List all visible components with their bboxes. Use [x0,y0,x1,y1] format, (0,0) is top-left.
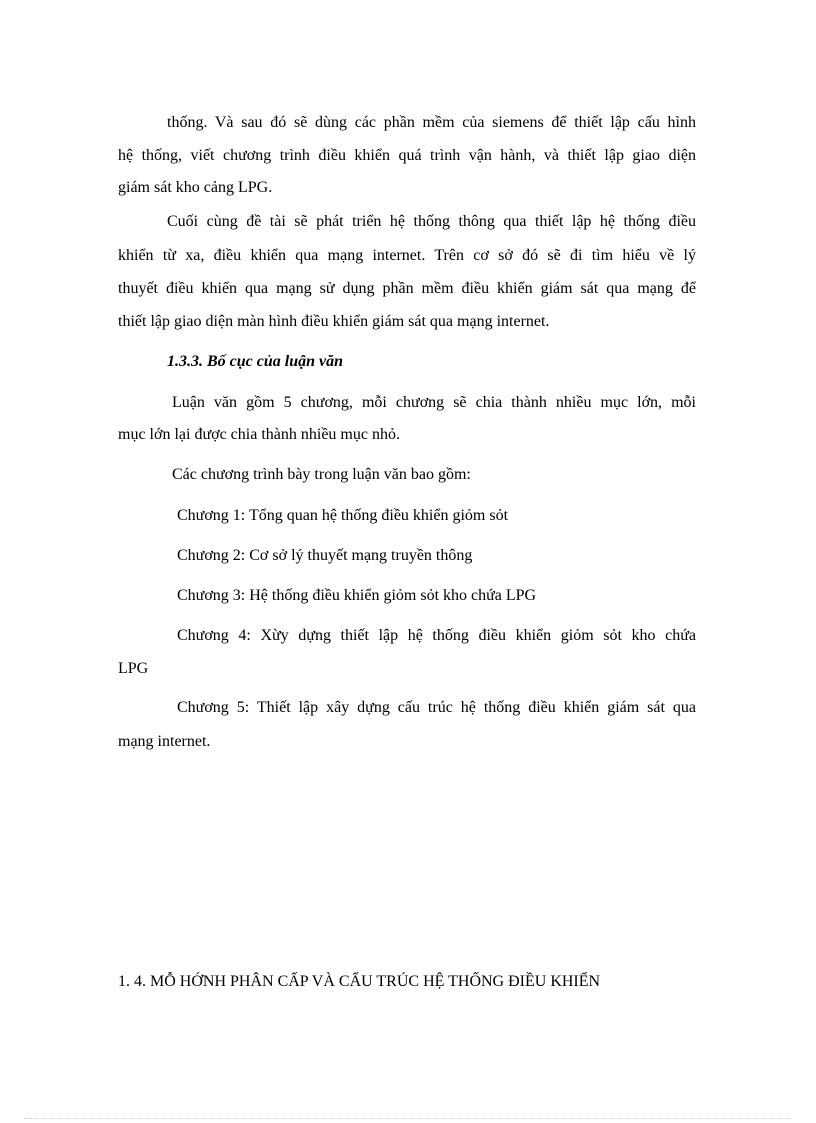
paragraph-line: thuyết điều khiển qua mạng sử dụng phần mềm điều khiển giám sát qua mạng để [118,280,696,297]
chapter-item: Chương 1: Tổng quan hệ thống điều khiển giỏm sỏt [177,507,509,524]
paragraph-line: Các chương trình bày trong luận văn bao gồm: [172,466,471,483]
paragraph-line: thống. Và sau đó sẽ dùng các phần mềm của siemens để thiết lập cấu hình [167,114,696,131]
paragraph-line: Luận văn gồm 5 chương, mỗi chương sẽ chia thành nhiều mục lớn, mỗi [172,394,696,411]
chapter-item-continuation: mạng internet. [118,733,211,750]
paragraph-line: Cuối cùng đề tài sẽ phát triển hệ thống thông qua thiết lập hệ thống điều [167,213,696,230]
paragraph-line: mục lớn lại được chia thành nhiều mục nhỏ. [118,426,400,443]
section-heading: 1. 4. MỖ HỚNH PHÂN CẤP VÀ CẤU TRÚC HỆ THỐNG ĐIỀU KHIỂN [118,973,601,990]
chapter-item: Chương 2: Cơ sở lý thuyết mạng truyền thông [177,547,473,564]
chapter-item: Chương 3: Hệ thống điều khiển giỏm sỏt kho chứa LPG [177,587,537,604]
chapter-item-continuation: LPG [118,660,149,677]
paragraph-line: thiết lập giao diện màn hình điều khiển giám sát qua mạng internet. [118,313,550,330]
paragraph-line: hệ thống, viết chương trình điều khiển quá trình vận hành, và thiết lập giao diện [118,147,696,164]
chapter-item: Chương 5: Thiết lập xây dựng cấu trúc hệ thống điều khiển giám sát qua [177,699,696,716]
chapter-item: Chương 4: Xừy dựng thiết lập hệ thống điều khiển giỏm sỏt kho chứa [177,627,696,644]
paragraph-line: giám sát kho cảng LPG. [118,179,273,196]
paragraph-line: khiển từ xa, điều khiển qua mạng internet. Trên cơ sở đó sẽ đi tìm hiểu về lý [118,247,696,264]
section-heading: 1.3.3. Bố cục của luận văn [167,353,344,370]
page-bottom-divider [24,1118,792,1119]
